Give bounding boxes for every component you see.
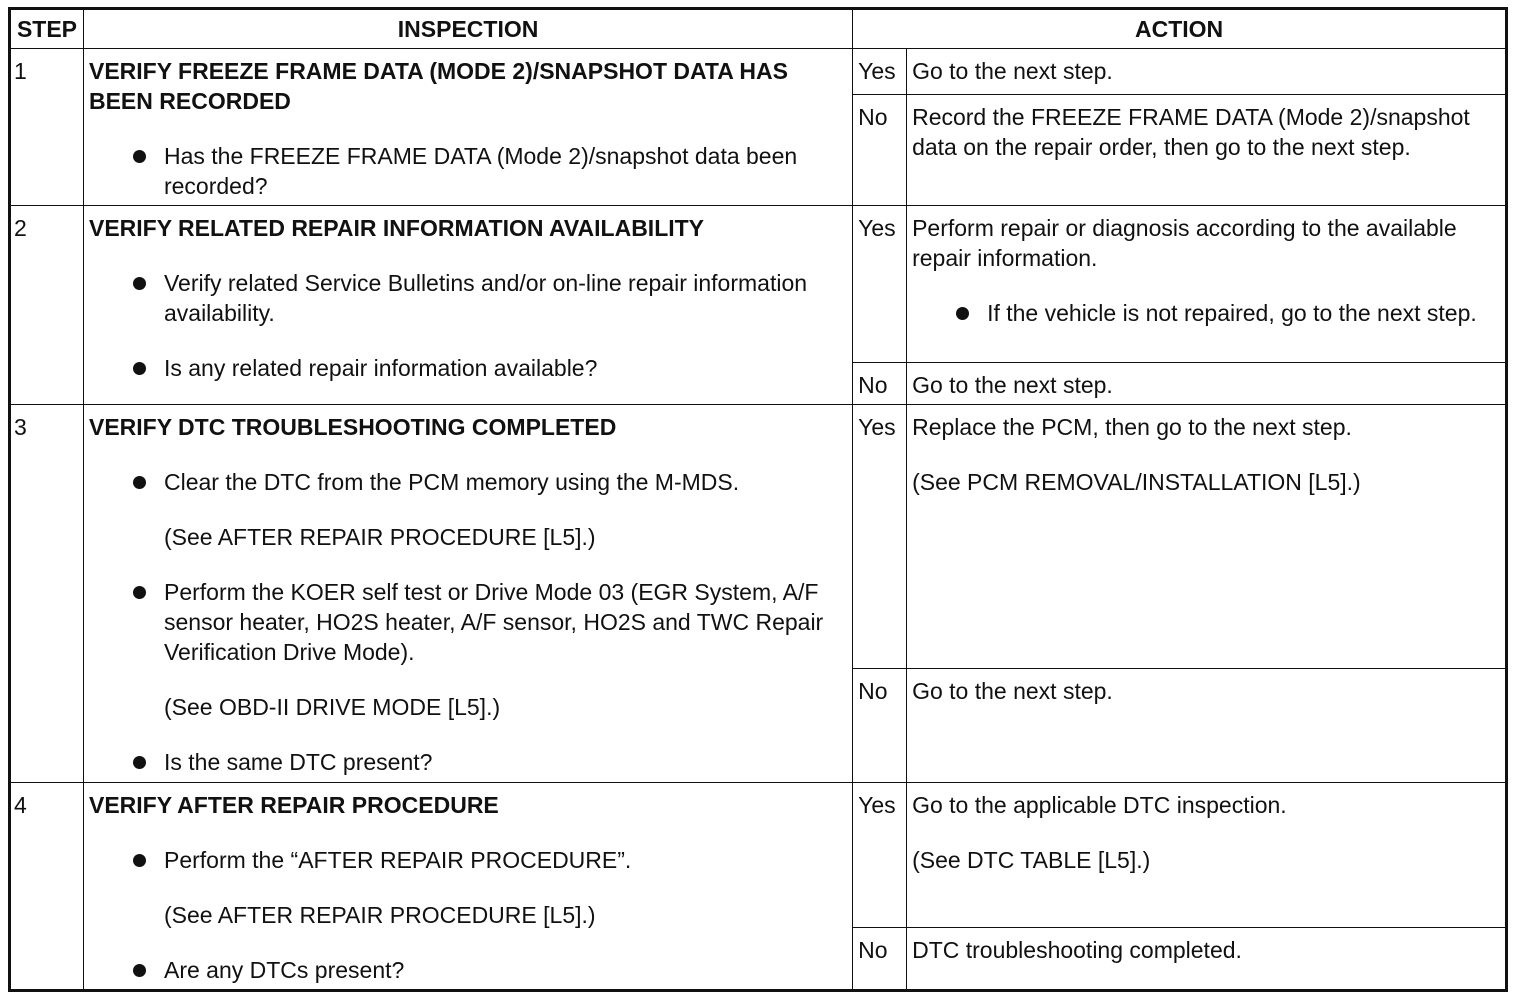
step-number: 2 — [10, 206, 84, 405]
inspection-item: Is the same DTC present? — [89, 747, 847, 777]
inspection-list — [89, 747, 847, 777]
step-number: 4 — [10, 783, 84, 991]
action-no: DTC troubleshooting completed. — [907, 928, 1507, 991]
header-inspection: INSPECTION — [83, 9, 852, 49]
inspection-list — [89, 577, 847, 667]
action-list — [912, 298, 1500, 328]
inspection-list — [89, 845, 847, 875]
inspection-list — [89, 467, 847, 497]
inspection-item: Perform the KOER self test or Drive Mode 03 (EGR System, A/F sensor heater, HO2S heater, A/F sensor, HO2S and TWC Repair Verification Drive Mode). — [89, 577, 847, 667]
action-text: Go to the applicable DTC inspection. — [912, 792, 1287, 818]
answer-no: No — [853, 928, 907, 991]
table-row — [10, 405, 1507, 669]
inspection-list — [89, 955, 847, 985]
inspection-item: Clear the DTC from the PCM memory using the M-MDS. — [89, 467, 847, 497]
step-title: VERIFY AFTER REPAIR PROCEDURE — [88, 792, 499, 818]
answer-yes: Yes — [853, 405, 907, 669]
inspection-item: Are any DTCs present? — [89, 955, 847, 985]
reference-text: (See PCM REMOVAL/INSTALLATION [L5].) — [912, 469, 1361, 495]
table-row — [10, 49, 1507, 95]
table-row — [10, 206, 1507, 363]
answer-yes: Yes — [853, 783, 907, 928]
inspection-cell — [83, 783, 852, 991]
reference-text: (See DTC TABLE [L5].) — [912, 847, 1151, 873]
inspection-list — [89, 141, 847, 201]
action-no: Go to the next step. — [907, 363, 1507, 405]
table-row — [10, 783, 1507, 928]
inspection-item: Is any related repair information available? — [89, 353, 847, 383]
answer-yes: Yes — [853, 49, 907, 95]
inspection-cell — [83, 405, 852, 783]
action-yes: Go to the next step. — [907, 49, 1507, 95]
inspection-cell — [83, 206, 852, 405]
dtc-troubleshooting-table — [8, 7, 1508, 992]
step-number: 3 — [10, 405, 84, 783]
reference-text: (See AFTER REPAIR PROCEDURE [L5].) — [163, 524, 596, 550]
reference-text: (See AFTER REPAIR PROCEDURE [L5].) — [163, 902, 596, 928]
step-title: VERIFY DTC TROUBLESHOOTING COMPLETED — [88, 414, 617, 440]
action-yes — [907, 405, 1507, 669]
inspection-cell — [83, 49, 852, 206]
action-yes — [907, 783, 1507, 928]
answer-no: No — [853, 95, 907, 206]
inspection-item: Has the FREEZE FRAME DATA (Mode 2)/snapshot data been recorded? — [89, 141, 847, 201]
table-header-row — [10, 9, 1507, 49]
action-text: Replace the PCM, then go to the next step. — [912, 414, 1352, 440]
answer-no: No — [853, 363, 907, 405]
action-no: Record the FREEZE FRAME DATA (Mode 2)/snapshot data on the repair order, then go to the next step. — [907, 95, 1507, 206]
step-title: VERIFY RELATED REPAIR INFORMATION AVAILABILITY — [88, 215, 705, 241]
header-action: ACTION — [853, 9, 1507, 49]
reference-text: (See OBD-II DRIVE MODE [L5].) — [163, 694, 501, 720]
answer-no: No — [853, 669, 907, 783]
inspection-item: Verify related Service Bulletins and/or on-line repair information availability. — [89, 268, 847, 328]
action-no: Go to the next step. — [907, 669, 1507, 783]
action-text: Perform repair or diagnosis according to the available repair information. — [912, 215, 1457, 271]
step-title: VERIFY FREEZE FRAME DATA (MODE 2)/SNAPSHOT DATA HAS BEEN RECORDED — [88, 58, 788, 114]
header-step: STEP — [10, 9, 84, 49]
action-yes — [907, 206, 1507, 363]
inspection-list — [89, 268, 847, 383]
action-item: If the vehicle is not repaired, go to the next step. — [912, 298, 1500, 328]
inspection-item: Perform the “AFTER REPAIR PROCEDURE”. — [89, 845, 847, 875]
answer-yes: Yes — [853, 206, 907, 363]
step-number: 1 — [10, 49, 84, 206]
